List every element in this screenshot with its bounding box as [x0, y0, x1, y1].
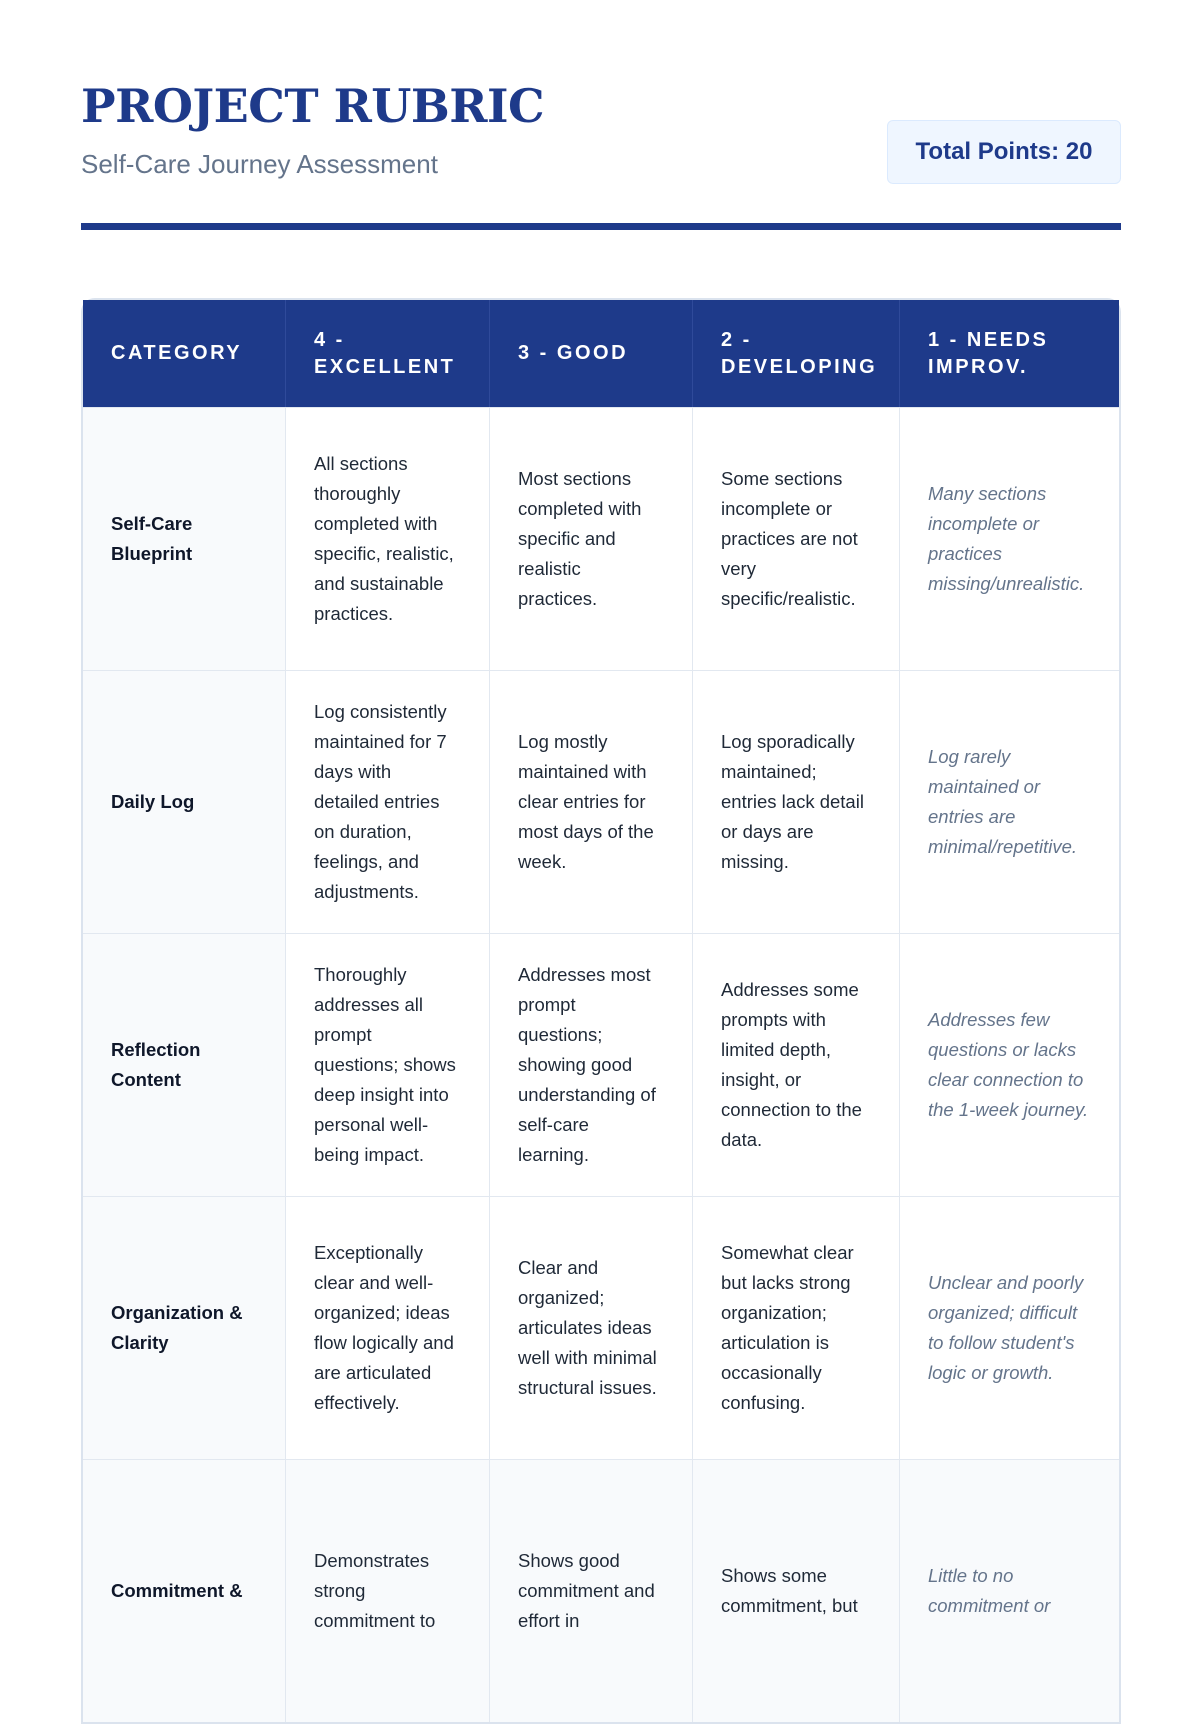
column-header-good: 3 - GOOD	[490, 300, 693, 407]
column-header-excellent: 4 - EXCELLENT	[286, 300, 490, 407]
page-subtitle: Self-Care Journey Assessment	[81, 149, 438, 179]
developing-cell: Shows some commitment, but	[693, 1460, 900, 1722]
needs-improvement-cell: Many sections incomplete or practices missing/unrealistic.	[928, 483, 1085, 594]
column-header-needs-improvement: 1 - NEEDS IMPROV.	[928, 328, 1049, 378]
category-cell: Self-Care Blueprint	[83, 408, 286, 670]
category-cell: Reflection Content	[83, 934, 286, 1196]
page-header	[81, 0, 1121, 230]
good-cell: Clear and organized; articulates ideas well with minimal structural issues.	[490, 1197, 693, 1459]
developing-cell: Some sections incomplete or practices are not very specific/realistic.	[693, 408, 900, 670]
category-cell: Daily Log	[83, 671, 286, 933]
column-header-category: CATEGORY	[83, 300, 286, 407]
table-header-row	[83, 300, 1119, 407]
excellent-cell: Log consistently maintained for 7 days with detailed entries on duration, feelings, and adjustments.	[286, 671, 490, 933]
needs-improvement-cell: Log rarely maintained or entries are minimal/repetitive.	[928, 746, 1078, 857]
developing-cell: Somewhat clear but lacks strong organization; articulation is occasionally confusing.	[693, 1197, 900, 1459]
excellent-cell: Demonstrates strong commitment to	[286, 1460, 490, 1722]
excellent-cell: All sections thoroughly completed with specific, realistic, and sustainable practices.	[286, 408, 490, 670]
developing-cell: Log sporadically maintained; entries lack detail or days are missing.	[693, 671, 900, 933]
rubric-table	[81, 298, 1121, 1724]
needs-improvement-cell: Unclear and poorly organized; difficult to follow student's logic or growth.	[928, 1272, 1084, 1383]
table-row	[83, 933, 1119, 1196]
category-cell: Commitment &	[83, 1460, 286, 1722]
header-divider	[81, 223, 1121, 230]
needs-improvement-cell: Little to no commitment or	[900, 1460, 1119, 1722]
table-row	[83, 1196, 1119, 1459]
excellent-cell: Thoroughly addresses all prompt questions; shows deep insight into personal well-being impact.	[286, 934, 490, 1196]
table-row	[83, 670, 1119, 933]
table-row	[83, 407, 1119, 670]
category-cell: Organization & Clarity	[83, 1197, 286, 1459]
good-cell: Most sections completed with specific and realistic practices.	[490, 408, 693, 670]
page-title: PROJECT RUBRIC	[81, 79, 545, 133]
good-cell: Log mostly maintained with clear entries for most days of the week.	[490, 671, 693, 933]
good-cell: Addresses most prompt questions; showing good understanding of self-care learning.	[490, 934, 693, 1196]
column-header-developing: 2 - DEVELOPING	[693, 300, 900, 407]
needs-improvement-cell: Addresses few questions or lacks clear connection to the 1-week journey.	[928, 1009, 1089, 1120]
total-points-badge: Total Points: 20	[887, 120, 1121, 184]
developing-cell: Addresses some prompts with limited depth, insight, or connection to the data.	[693, 934, 900, 1196]
good-cell: Shows good commitment and effort in	[490, 1460, 693, 1722]
rubric-page	[81, 0, 1121, 1631]
excellent-cell: Exceptionally clear and well-organized; ideas flow logically and are articulated effectively.	[286, 1197, 490, 1459]
table-row	[83, 1459, 1119, 1722]
